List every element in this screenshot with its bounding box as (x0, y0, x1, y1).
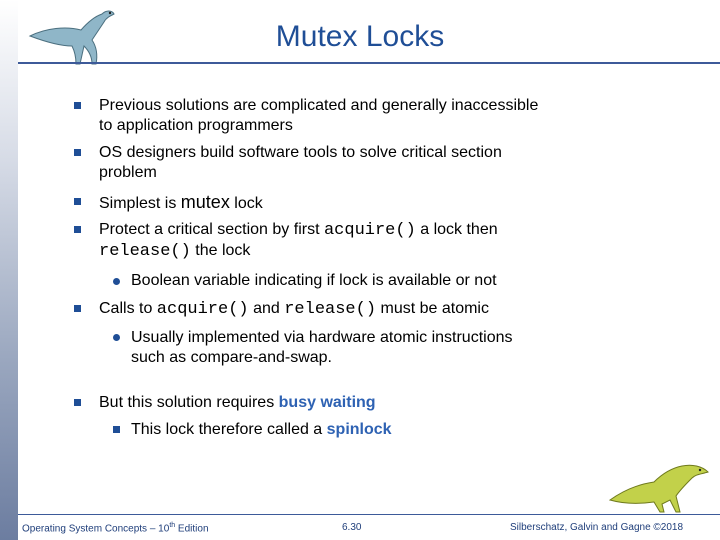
bullet-1-line-1: Previous solutions are complicated and generally inaccessible (99, 97, 539, 114)
left-gradient-bar (0, 0, 18, 540)
bullet-2-line-2: problem (99, 164, 157, 181)
bullet-3-text-pre: Simplest is (99, 195, 181, 212)
footer-left (22, 522, 209, 534)
footer-page-number: 6.30 (342, 522, 362, 533)
title-divider (18, 62, 720, 64)
bullet-5-sub-line-1: Usually implemented via hardware atomic instructions (131, 329, 513, 346)
bullet-3-text-post: lock (229, 195, 263, 212)
footer-left-pre: Operating System Concepts – 10 (22, 523, 170, 535)
bullet-6 (99, 393, 376, 413)
spinlock-highlight: spinlock (326, 421, 392, 438)
bullet-square-icon (74, 226, 81, 233)
footer-divider (18, 514, 720, 515)
bullet-5 (99, 299, 489, 320)
busy-waiting-highlight: busy waiting (278, 394, 376, 411)
footer-left-post: Edition (175, 523, 209, 535)
footer-right: Silberschatz, Galvin and Gagne ©2018 (510, 522, 684, 533)
footer-left-sup: th (169, 522, 176, 529)
bullet-3-mutex: mutex (180, 192, 230, 212)
bullet-6-sub-text-pre: This lock therefore called a (131, 421, 327, 438)
bullet-4-release-code: release() (99, 242, 191, 261)
bullet-square-icon (74, 399, 81, 406)
bullet-5-text-post: must be atomic (376, 300, 489, 317)
bullet-5-sub-line-2: such as compare-and-swap. (131, 349, 332, 366)
bullet-4-text-post: the lock (190, 242, 251, 259)
bullet-square-icon (74, 149, 81, 156)
bullet-5-release-code: release() (284, 300, 377, 319)
bullet-dot-icon (113, 334, 120, 341)
bullet-2-line-1: OS designers build software tools to solve critical section (99, 144, 502, 161)
bullet-4 (99, 220, 498, 262)
bullet-5-sub (131, 328, 513, 368)
bullet-square-icon (74, 198, 81, 205)
bullet-6-text-pre: But this solution requires (99, 394, 279, 411)
bullet-4-text-mid: a lock then (415, 221, 498, 238)
bullet-5-text-mid: and (248, 300, 285, 317)
bullet-3 (99, 192, 263, 214)
bullet-6-sub (131, 420, 392, 440)
bullet-1 (99, 96, 538, 136)
bullet-dot-icon (113, 278, 120, 285)
bullet-4-acquire-code: acquire() (323, 221, 416, 240)
bullet-square-icon (74, 102, 81, 109)
bullet-1-line-2: to application programmers (99, 117, 293, 134)
bullet-5-text-pre: Calls to (99, 300, 157, 317)
bullet-square-icon (74, 305, 81, 312)
page-title: Mutex Locks (275, 20, 445, 53)
bullet-4-sub: Boolean variable indicating if lock is available or not (131, 272, 497, 289)
bullet-5-acquire-code: acquire() (156, 300, 249, 319)
bullet-4-text-pre: Protect a critical section by first (99, 221, 324, 238)
bullet-square-icon (113, 426, 120, 433)
dinosaur-bottom-icon (606, 460, 714, 516)
bullet-2 (99, 143, 502, 183)
